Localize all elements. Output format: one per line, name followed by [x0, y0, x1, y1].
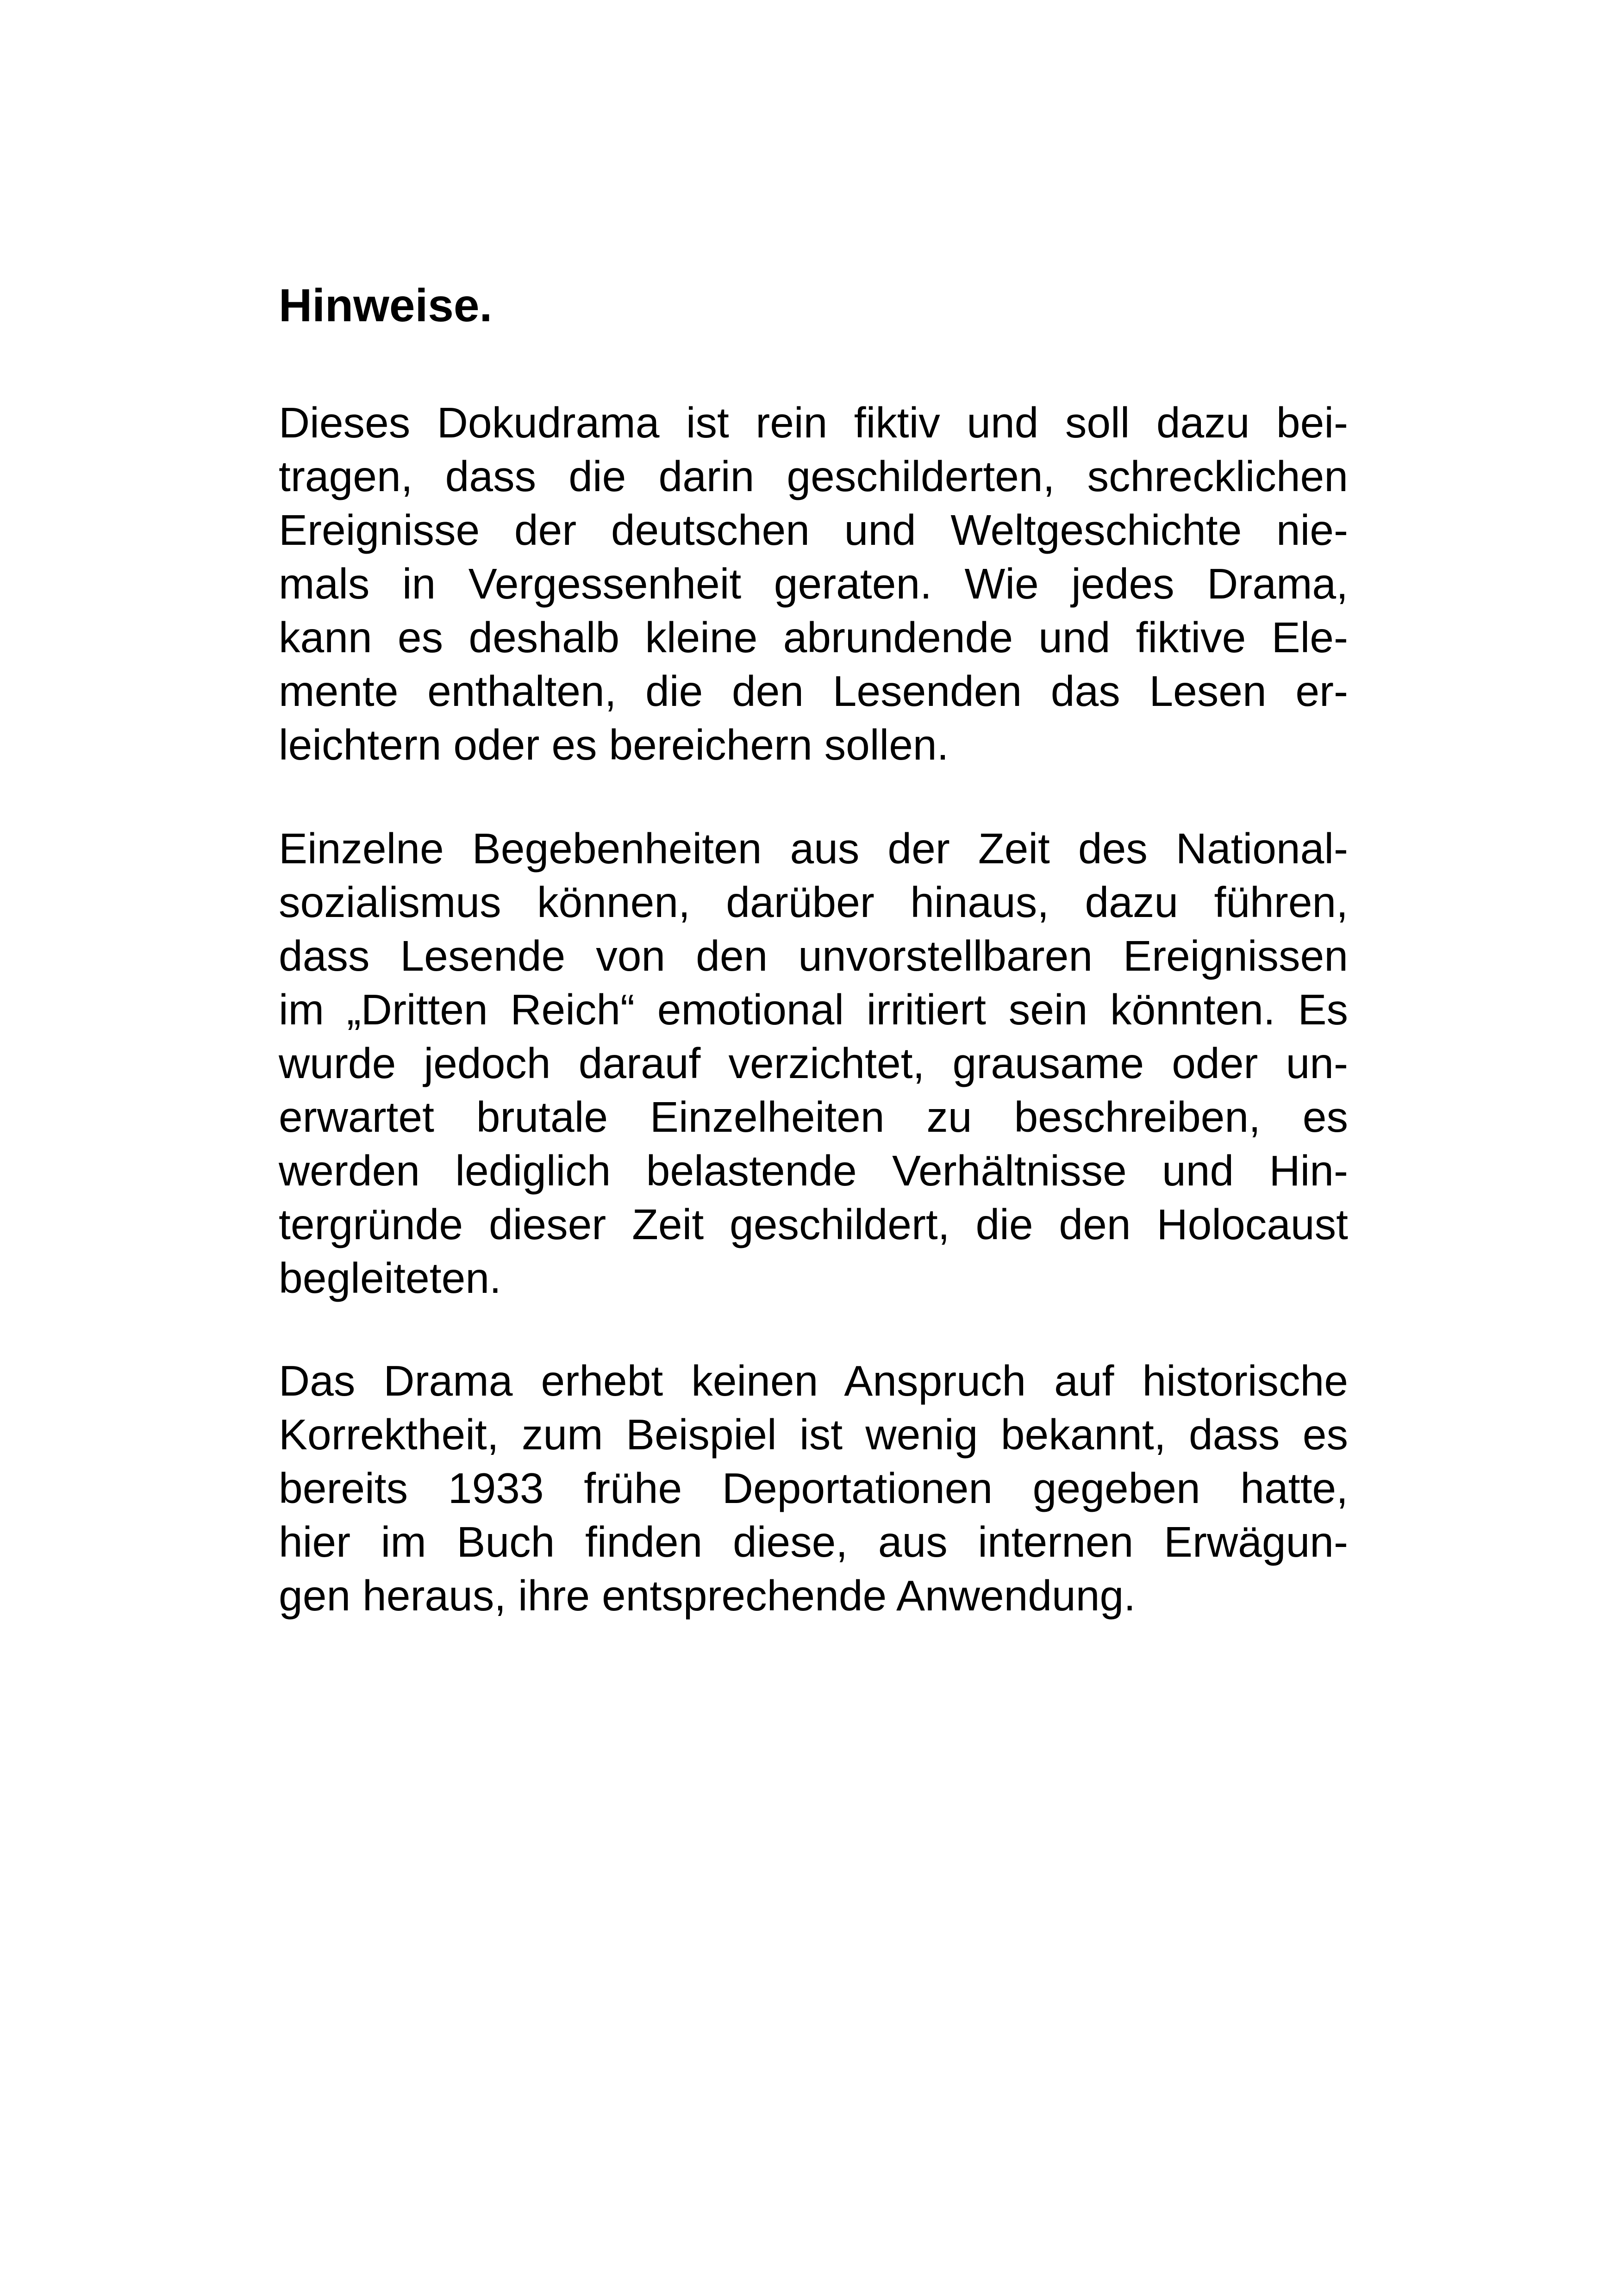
text-line: Korrektheit, zum Beispiel ist wenig bekannt, dass es — [279, 1410, 1348, 1459]
paragraph-disclaimer-fiction — [279, 396, 1348, 772]
text-line: Dieses Dokudrama ist rein fiktiv und soll dazu bei- — [279, 399, 1348, 447]
text-line: mente enthalten, die den Lesenden das Lesen er- — [279, 667, 1348, 715]
text-line: bereits 1933 frühe Deportationen gegeben hatte, — [279, 1464, 1348, 1512]
text-line: werden lediglich belastende Verhältnisse und Hin- — [279, 1147, 1348, 1195]
text-line: hier im Buch finden diese, aus internen Erwägun- — [279, 1518, 1348, 1566]
text-line: erwartet brutale Einzelheiten zu beschreiben, es — [279, 1093, 1348, 1141]
text-line: leichtern oder es bereichern sollen. — [279, 721, 949, 769]
text-line: gen heraus, ihre entsprechende Anwendung. — [279, 1572, 1136, 1620]
text-line: mals in Vergessenheit geraten. Wie jedes Drama, — [279, 560, 1348, 608]
text-line: Einzelne Begebenheiten aus der Zeit des National- — [279, 824, 1348, 873]
text-line: sozialismus können, darüber hinaus, dazu führen, — [279, 878, 1348, 926]
paragraph-historical-accuracy — [279, 1354, 1348, 1622]
text-line: wurde jedoch darauf verzichtet, grausame oder un- — [279, 1039, 1348, 1087]
text-line: kann es deshalb kleine abrundende und fiktive Ele- — [279, 613, 1348, 661]
text-line: Das Drama erhebt keinen Anspruch auf historische — [279, 1357, 1348, 1405]
page-heading: Hinweise. — [279, 280, 493, 331]
text-line: tergründe dieser Zeit geschildert, die den Holocaust — [279, 1200, 1348, 1248]
text-line: tragen, dass die darin geschilderten, schrecklichen — [279, 452, 1348, 500]
text-line: Ereignisse der deutschen und Weltgeschichte nie- — [279, 506, 1348, 554]
paragraph-content-warning — [279, 822, 1348, 1305]
text-line: begleiteten. — [279, 1254, 501, 1302]
text-line: im „Dritten Reich“ emotional irritiert sein könnten. Es — [279, 985, 1348, 1034]
text-line: dass Lesende von den unvorstellbaren Ereignissen — [279, 932, 1348, 980]
